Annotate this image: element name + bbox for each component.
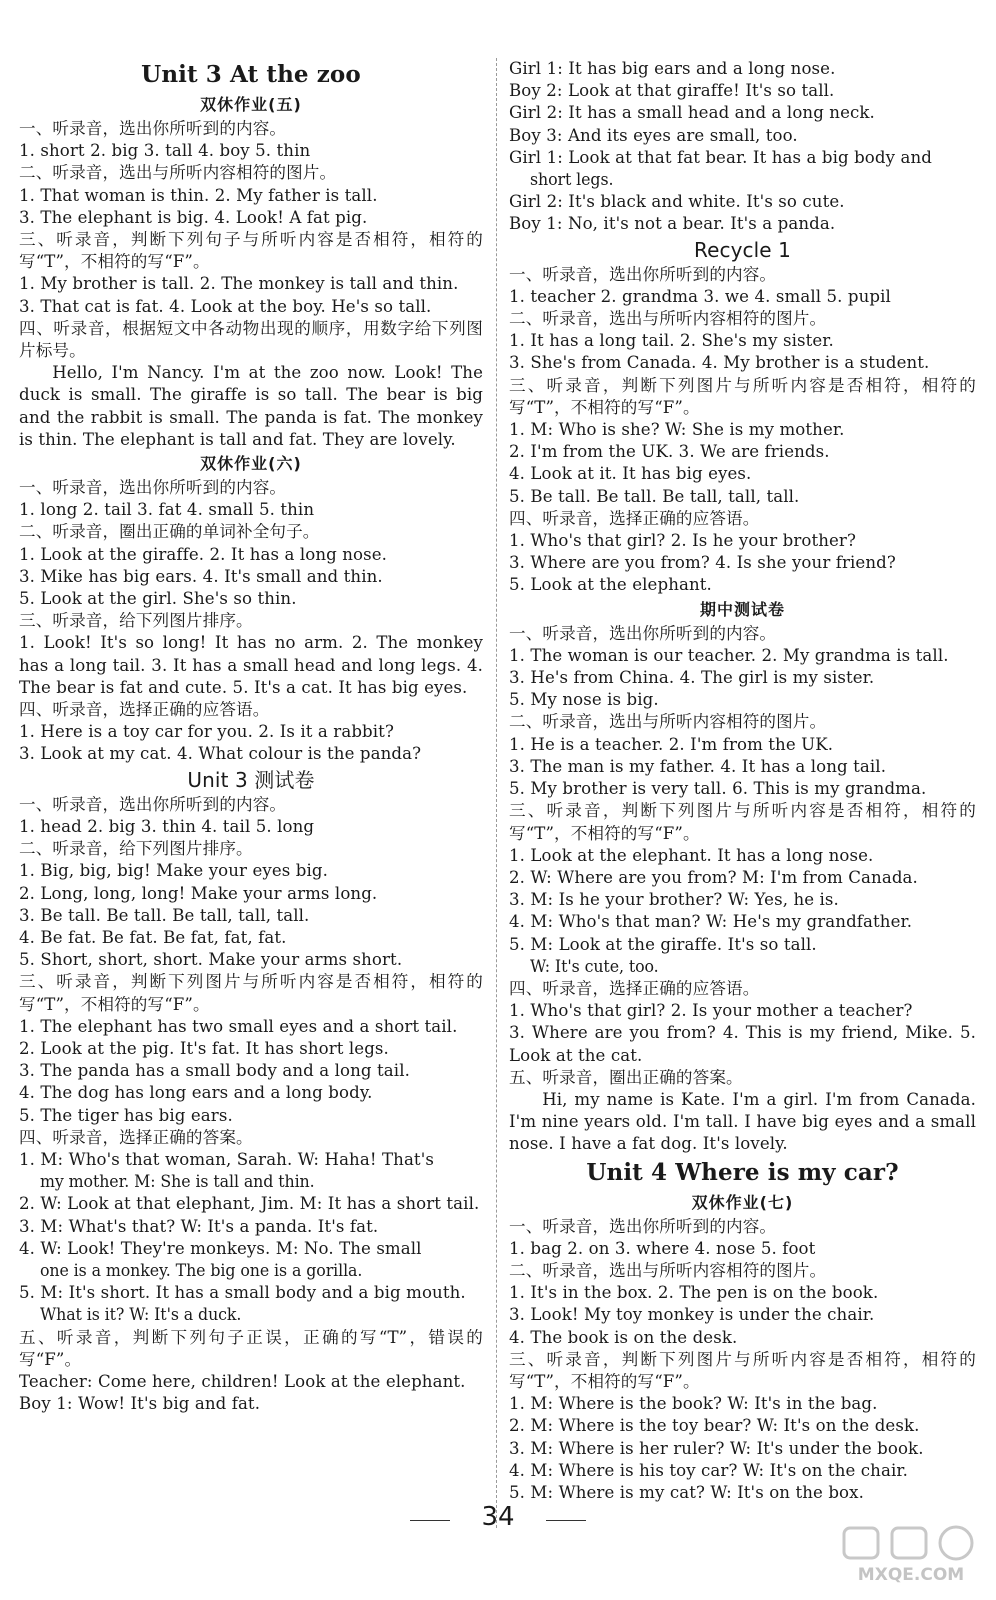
passage-paragraph: Hi, my name is Kate. I'm a girl. I'm from Canada. I'm nine years old. I'm tall. I have big eyes and a small nose. I have a fat dog. It's lovely. <box>509 1089 976 1154</box>
text-line: 3. Mike has big ears. 4. It's small and thin. <box>19 566 383 586</box>
text-line: 一、听录音，选出你所听到的内容。 <box>19 119 287 138</box>
text-line: 2. W: Look at that elephant, Jim. M: It has a short tail. <box>19 1194 480 1214</box>
text-line-continued: short legs. <box>529 170 614 190</box>
column-divider <box>496 58 497 1528</box>
test-heading: Recycle 1 <box>694 237 791 262</box>
text-line: 1. M: Who's that woman, Sarah. W: Haha! That's <box>19 1149 434 1169</box>
text-line: 2. Look at the pig. It's fat. It has short legs. <box>19 1038 389 1058</box>
text-line: 1. Who's that girl? 2. Is your mother a teacher? <box>509 1001 913 1021</box>
text-line: Boy 1: Wow! It's big and fat. <box>19 1394 261 1414</box>
text-line-continued: What is it? W: It's a duck. <box>39 1305 242 1325</box>
text-line: Girl 1: It has big ears and a long nose. <box>509 59 836 78</box>
text-line: 四、听录音，选择正确的应答语。 <box>509 978 760 998</box>
text-line: 1. M: Who is she? W: She is my mother. <box>509 420 845 440</box>
text-line: 二、听录音，圈出正确的单词补全句子。 <box>19 522 320 542</box>
text-paragraph: 三、听录音，判断下列图片与所听内容是否相符，相符的写“T”，不相符的写“F”。 <box>509 1349 976 1391</box>
passage-paragraph: Hello, I'm Nancy. I'm at the zoo now. Look! The duck is small. The giraffe is so tall. The bear is big and the rabbit is small. The panda is fat. The monkey is thin. The elephant is tall and fat. They are lovely. <box>19 363 483 449</box>
text-line: Girl 1: Look at that fat bear. It has a big body and <box>509 147 932 167</box>
text-line: 四、听录音，选择正确的答案。 <box>19 1127 253 1147</box>
text-line: 3. M: Where is her ruler? W: It's under the book. <box>509 1438 924 1458</box>
section-heading: 期中测试卷 <box>699 599 785 619</box>
text-line: 一、听录音，选出你所听到的内容。 <box>19 794 287 814</box>
text-line: 一、听录音，选出你所听到的内容。 <box>509 264 777 284</box>
text-line: 4. M: Who's that man? W: He's my grandfather. <box>509 912 913 932</box>
text-line: 二、听录音，选出与所听内容相符的图片。 <box>509 1260 827 1280</box>
text-line: 3. The panda has a small body and a long tail. <box>19 1061 410 1081</box>
text-line: 1. It has a long tail. 2. She's my sister. <box>509 331 834 351</box>
text-line: 3. That cat is fat. 4. Look at the boy. He's so tall. <box>19 296 432 316</box>
text-line: 3. Be tall. Be tall. Be tall, tall, tall. <box>19 905 310 925</box>
text-line: 二、听录音，选出与所听内容相符的图片。 <box>509 309 827 329</box>
text-line: Boy 3: And its eyes are small, too. <box>509 125 798 145</box>
test-heading: Unit 3 测试卷 <box>187 767 315 792</box>
text-line: 4. The book is on the desk. <box>509 1327 738 1347</box>
text-line: 三、听录音，给下列图片排序。 <box>19 611 253 631</box>
text-line: 1. Look at the elephant. It has a long nose. <box>509 845 874 865</box>
text-line-continued: W: It's cute, too. <box>529 956 659 976</box>
text-line: Boy 1: No, it's not a bear. It's a panda. <box>509 214 836 234</box>
text-line: 1. That woman is thin. 2. My father is tall. <box>19 185 378 205</box>
text-line: 1. Here is a toy car for you. 2. Is it a rabbit? <box>19 722 394 742</box>
text-line: 二、听录音，选出与所听内容相符的图片。 <box>19 163 337 183</box>
text-line: 5. Look at the elephant. <box>509 575 712 595</box>
svg-text:MXQE.COM: MXQE.COM <box>857 1565 965 1585</box>
text-line: 1. head 2. big 3. thin 4. tail 5. long <box>19 816 315 836</box>
text-line: Girl 2: It has a small head and a long neck. <box>509 103 875 123</box>
text-line: 1. My brother is tall. 2. The monkey is tall and thin. <box>19 274 459 294</box>
text-line: 2. M: Where is the toy bear? W: It's on the desk. <box>509 1416 920 1436</box>
text-line: 5. Look at the girl. She's so thin. <box>19 589 297 609</box>
text-line: 2. W: Where are you from? M: I'm from Canada. <box>509 867 918 887</box>
text-line: 3. Look at my cat. 4. What colour is the panda? <box>19 744 422 764</box>
text-line: 5. My nose is big. <box>509 690 659 710</box>
right-column <box>509 58 976 1504</box>
text-line: 1. He is a teacher. 2. I'm from the UK. <box>509 734 834 754</box>
text-line: 3. M: What's that? W: It's a panda. It's fat. <box>19 1216 379 1236</box>
text-line: 5. M: Look at the giraffe. It's so tall. <box>509 934 817 954</box>
text-paragraph: 三、听录音，判断下列图片与所听内容是否相符，相符的写“T”，不相符的写“F”。 <box>509 375 976 417</box>
text-line: 一、听录音，选出你所听到的内容。 <box>19 478 287 498</box>
text-line: 5. My brother is very tall. 6. This is my grandma. <box>509 779 927 799</box>
text-line: 1. It's in the box. 2. The pen is on the book. <box>509 1283 879 1303</box>
text-paragraph: 五、听录音，判断下列句子正误，正确的写“T”，错误的写“F”。 <box>19 1327 483 1369</box>
text-line: 5. M: It's short. It has a small body and a big mouth. <box>19 1283 466 1303</box>
text-line: 1. The elephant has two small eyes and a short tail. <box>19 1016 458 1036</box>
section-heading: 双休作业(七) <box>691 1192 794 1212</box>
footer-rule-left <box>410 1520 450 1521</box>
text-line: 3. The elephant is big. 4. Look! A fat pig. <box>19 207 368 227</box>
text-line: 3. She's from Canada. 4. My brother is a student. <box>509 353 930 373</box>
text-line: Girl 2: It's black and white. It's so cute. <box>509 192 845 212</box>
text-paragraph: 三、听录音，判断下列图片与所听内容是否相符，相符的写“T”，不相符的写“F”。 <box>509 801 976 843</box>
text-line: 2. I'm from the UK. 3. We are friends. <box>509 442 830 462</box>
text-line: 1. bag 2. on 3. where 4. nose 5. foot <box>509 1238 816 1258</box>
text-line: 4. M: Where is his toy car? W: It's on the chair. <box>509 1460 908 1480</box>
text-line: 3. The man is my father. 4. It has a long tail. <box>509 756 887 776</box>
text-line: Boy 2: Look at that giraffe! It's so tall. <box>509 81 835 101</box>
text-line: 1. teacher 2. grandma 3. we 4. small 5. pupil <box>509 286 891 306</box>
text-line: 四、听录音，选择正确的应答语。 <box>19 700 270 720</box>
text-paragraph: 三、听录音，判断下列句子与所听内容是否相符，相符的写“T”，不相符的写“F”。 <box>19 230 483 272</box>
text-line: Teacher: Come here, children! Look at the elephant. <box>19 1371 466 1391</box>
text-line: 5. The tiger has big ears. <box>19 1105 233 1125</box>
unit-heading: Unit 3 At the zoo <box>141 61 361 88</box>
text-line: 四、听录音，选择正确的应答语。 <box>509 508 760 528</box>
text-line: 一、听录音，选出你所听到的内容。 <box>509 623 777 643</box>
section-heading: 双休作业(五) <box>200 95 302 114</box>
text-line: 2. Long, long, long! Make your arms long. <box>19 883 378 903</box>
text-line: 二、听录音，选出与所听内容相符的图片。 <box>509 712 827 732</box>
text-line: 1. long 2. tail 3. fat 4. small 5. thin <box>19 500 315 520</box>
text-paragraph: 1. Look! It's so long! It has no arm. 2. The monkey has a long tail. 3. It has a small head and long legs. 4. The bear is fat and cute. 5. It's a cat. It has big eyes. <box>19 633 483 697</box>
text-paragraph: 3. Where are you from? 4. This is my friend, Mike. 5. Look at the cat. <box>509 1023 976 1065</box>
text-line: 1. Look at the giraffe. 2. It has a long nose. <box>19 544 388 564</box>
text-paragraph: 四、听录音，根据短文中各动物出现的顺序，用数字给下列图片标号。 <box>19 318 483 361</box>
text-line: 4. Be fat. Be fat. Be fat, fat, fat. <box>19 927 287 947</box>
text-line: 5. M: Where is my cat? W: It's on the box. <box>509 1482 864 1502</box>
text-line: 5. Be tall. Be tall. Be tall, tall, tall. <box>509 486 800 506</box>
text-line: 3. He's from China. 4. The girl is my sister. <box>509 668 875 688</box>
text-line: 3. Look! My toy monkey is under the chair. <box>509 1305 875 1325</box>
page-number: 34 <box>481 1502 515 1532</box>
text-line: 五、听录音，圈出正确的答案。 <box>509 1067 743 1087</box>
text-line: 1. Big, big, big! Make your eyes big. <box>19 861 328 881</box>
text-line: 5. Short, short, short. Make your arms short. <box>19 950 403 970</box>
text-line: 4. Look at it. It has big eyes. <box>509 464 752 484</box>
text-line: 1. M: Where is the book? W: It's in the bag. <box>509 1394 878 1414</box>
text-line: 3. Where are you from? 4. Is she your friend? <box>509 553 896 573</box>
text-line: 1. short 2. big 3. tall 4. boy 5. thin <box>19 141 311 161</box>
watermark-logo <box>836 1524 986 1586</box>
text-line: 1. The woman is our teacher. 2. My grandma is tall. <box>509 645 949 665</box>
footer-rule-right <box>546 1520 586 1521</box>
section-heading: 双休作业(六) <box>200 454 302 474</box>
text-line: 1. Who's that girl? 2. Is he your brother? <box>509 531 856 551</box>
text-line: 4. W: Look! They're monkeys. M: No. The small <box>19 1238 422 1258</box>
text-line-continued: one is a monkey. The big one is a gorilla. <box>39 1260 363 1280</box>
text-line: 4. The dog has long ears and a long body. <box>19 1083 373 1103</box>
text-line: 二、听录音，给下列图片排序。 <box>19 839 253 859</box>
unit-heading: Unit 4 Where is my car? <box>586 1158 899 1186</box>
text-line: 3. M: Is he your brother? W: Yes, he is. <box>509 890 839 910</box>
text-line-continued: my mother. M: She is tall and thin. <box>39 1172 315 1192</box>
left-column <box>19 58 483 1415</box>
text-paragraph: 三、听录音，判断下列图片与所听内容是否相符，相符的写“T”，不相符的写“F”。 <box>19 972 483 1014</box>
text-line: 一、听录音，选出你所听到的内容。 <box>509 1216 777 1236</box>
